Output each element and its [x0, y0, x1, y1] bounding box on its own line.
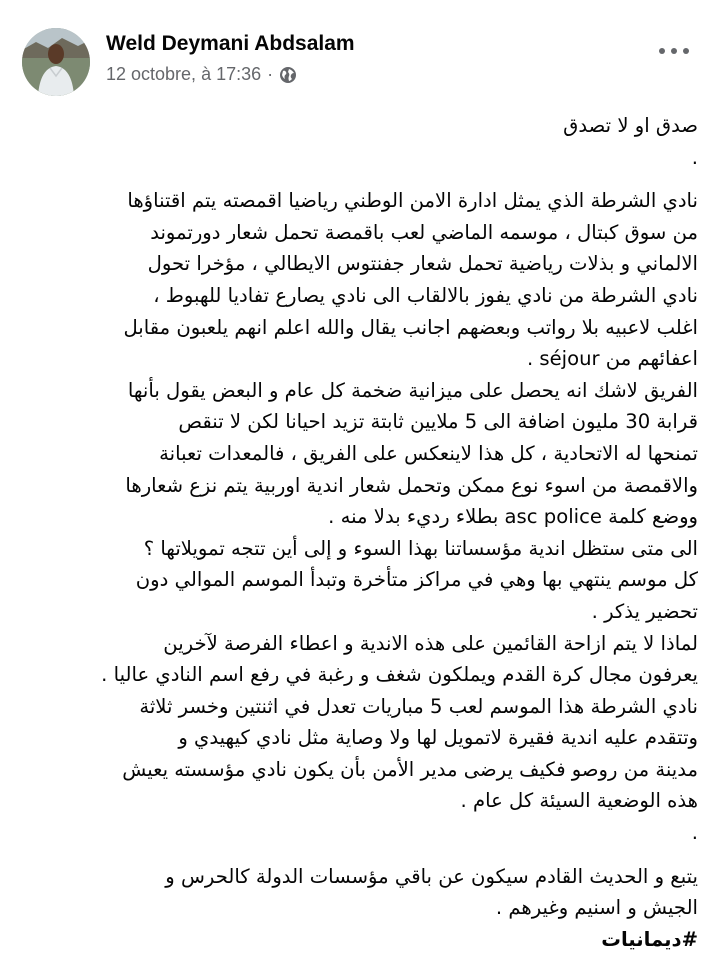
post-text-line: قرابة 30 مليون اضافة الى 5 ملايين ثابتة تزيد احيانا لكن لا تنقص — [178, 410, 698, 434]
paragraph-gap — [18, 173, 698, 185]
post-text-line: كل موسم ينتهي بها وهي في مراكز متأخرة وتبدأ الموسم الموالي دون — [135, 568, 698, 592]
post-text-line: اعفائهم من séjour . — [526, 347, 698, 371]
post-header — [0, 0, 712, 110]
hashtag-link[interactable]: #ديمانيات — [601, 927, 698, 951]
post-text-line: ووضع كلمة asc police بطلاء رديء بدلا منه . — [328, 505, 698, 529]
post-text-line: . — [691, 821, 698, 845]
paragraph-gap — [18, 849, 698, 861]
post-body — [18, 110, 698, 955]
post-text-line: وتتقدم عليه اندية فقيرة لاتمويل لها ولا وصاية مثل نادي كيهيدي و — [178, 726, 698, 750]
post-text-line: اغلب لاعبيه بلا رواتب وبعضهم اجانب يقال والله اعلم انهم يلعبون مقابل — [123, 315, 698, 339]
post-text-line: يتبع و الحديث القادم سيكون عن باقي مؤسسات الدولة كالحرس و — [165, 864, 698, 888]
post-text-line: الفريق لاشك انه يحصل على ميزانية ضخمة كل عام و البعض يقول بأنها — [127, 378, 698, 402]
post-text-line: لماذا لا يتم ازاحة القائمين على هذه الاندية و اعطاء الفرصة لآخرين — [163, 631, 698, 655]
post-text-line: الجيش و اسنيم وغيرهم . — [495, 896, 698, 920]
post-text-line: هذه الوضعية السيئة كل عام . — [460, 789, 698, 813]
avatar[interactable] — [22, 28, 90, 96]
post-text-line: تمنحها له الاتحادية ، كل هذا لاينعكس على الفريق ، فالمعدات تعبانة — [159, 441, 698, 465]
author-name[interactable]: Weld Deymani Abdsalam — [106, 32, 355, 55]
post-text-line: تحضير يذكر . — [591, 599, 698, 623]
post-text-line: صدق او لا تصدق — [563, 114, 698, 137]
post-date[interactable]: 12 octobre, à 17:36 — [106, 64, 262, 84]
post-text-line: نادي الشرطة الذي يمثل ادارة الامن الوطني رياضيا اقمصته يتم اقتناؤها — [127, 189, 698, 213]
post-text-line: نادي الشرطة هذا الموسم لعب 5 مباريات تعدل في اثنتين وخسر ثلاثة — [139, 694, 698, 718]
post-text-line: مدينة من روصو فكيف يرضى مدير الأمن بأن يكون نادي مؤسسته يعيش — [122, 757, 698, 781]
globe-icon[interactable] — [279, 66, 297, 84]
post-text-line: من سوق كبتال ، موسمه الماضي لعب باقمصة تحمل شعار دورتموند — [150, 220, 698, 244]
meta-separator: · — [267, 64, 274, 84]
post-text-line: . — [691, 145, 698, 169]
post-text-line: نادي الشرطة من نادي يفوز بالالقاب الى نادي يصارع تفاديا للهبوط ، — [153, 283, 698, 307]
post-text-line: الى متى ستظل اندية مؤسساتنا بهذا السوء و إلى أين تتجه تمويلاتها ؟ — [143, 536, 698, 560]
post-meta — [106, 64, 297, 85]
post-text-line: يعرفون مجال كرة القدم ويملكون شغف و رغبة في رفع اسم النادي عاليا . — [101, 663, 698, 687]
post-text-line: الالماني و بذلات رياضية تحمل شعار جفنتوس الايطالي ، مؤخرا تحول — [147, 252, 698, 276]
more-options-icon[interactable] — [654, 44, 694, 58]
post-text-line: والاقمصة من اسوء نوع ممكن وتحمل شعار اندية اوربية يتم نزع شعارها — [125, 473, 698, 497]
